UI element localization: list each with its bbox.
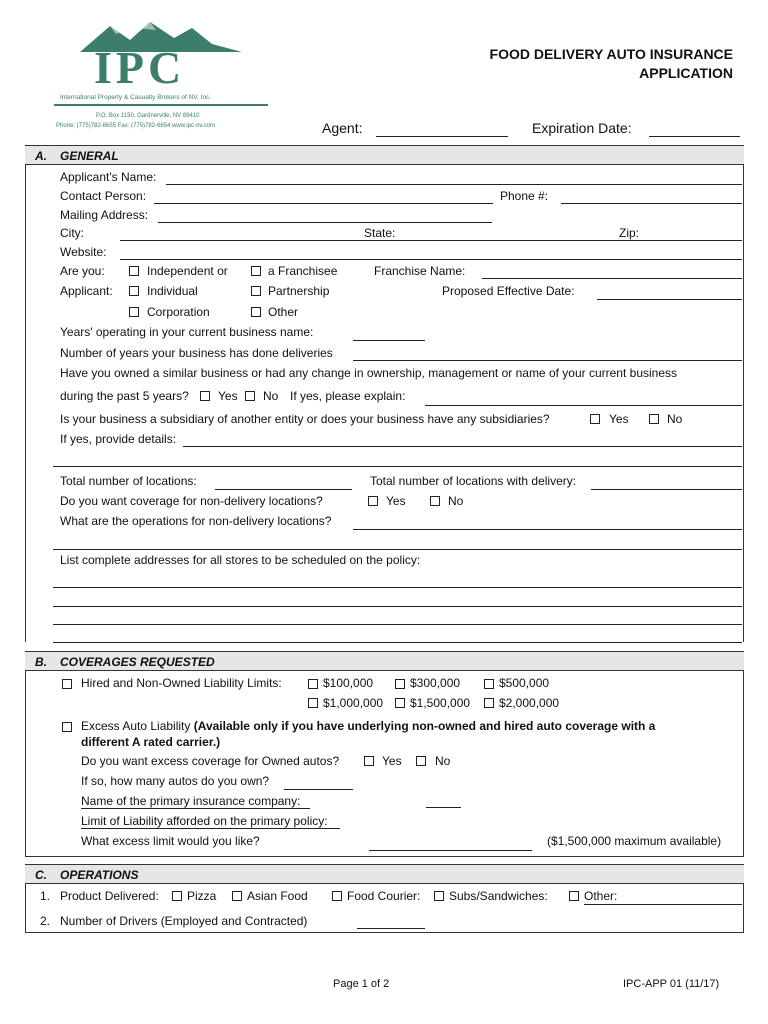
- primary-company-label: Name of the primary insurance company:: [81, 794, 301, 808]
- other-product-field[interactable]: [584, 904, 742, 905]
- delivery-locations-label: Total number of locations with delivery:: [370, 474, 577, 488]
- address-line-4[interactable]: [53, 642, 742, 643]
- logo-letters: IPC: [94, 42, 186, 93]
- website-field[interactable]: [120, 259, 742, 260]
- product-delivered-label: Product Delivered:: [60, 889, 159, 903]
- food-courier-checkbox[interactable]: [332, 891, 342, 901]
- address-line-1[interactable]: [53, 587, 742, 588]
- city-state-zip-field[interactable]: [120, 240, 742, 241]
- subsidiary-details-label: If yes, provide details:: [60, 432, 177, 446]
- contact-person-field[interactable]: [154, 203, 493, 204]
- non-delivery-yes-label: Yes: [386, 494, 406, 508]
- proposed-date-field[interactable]: [597, 299, 742, 300]
- excess-limit-label: What excess limit would you like?: [81, 834, 260, 848]
- applicant-name-label: Applicant's Name:: [60, 170, 157, 184]
- other-checkbox[interactable]: [251, 307, 261, 317]
- page-number: Page 1 of 2: [333, 978, 390, 990]
- other-product-label: Other:: [584, 889, 618, 903]
- pizza-label: Pizza: [187, 889, 217, 903]
- years-deliveries-label: Number of years your business has done deliveries: [60, 346, 333, 360]
- past5-yes-label: Yes: [218, 389, 238, 403]
- subsidiary-details-field[interactable]: [183, 446, 742, 447]
- explain-field[interactable]: [425, 405, 742, 406]
- independent-checkbox[interactable]: [129, 266, 139, 276]
- section-b-header: [25, 651, 744, 671]
- limit-100k-checkbox[interactable]: [308, 679, 318, 689]
- franchisee-label: a Franchisee: [268, 264, 338, 278]
- corporation-checkbox[interactable]: [129, 307, 139, 317]
- limit-300k-checkbox[interactable]: [395, 679, 405, 689]
- document-title: [490, 45, 733, 83]
- how-many-autos-label: If so, how many autos do you own?: [81, 774, 270, 788]
- how-many-autos-field[interactable]: [284, 789, 353, 790]
- past5-no-checkbox[interactable]: [245, 391, 255, 401]
- address-line-3[interactable]: [53, 624, 742, 625]
- phone-field[interactable]: [561, 203, 742, 204]
- franchise-name-field[interactable]: [482, 278, 742, 279]
- section-c-title: OPERATIONS: [60, 868, 139, 882]
- independent-label: Independent or: [147, 264, 228, 278]
- subs-sandwiches-checkbox[interactable]: [434, 891, 444, 901]
- section-a-title: GENERAL: [60, 149, 119, 163]
- excess-note-line-1: (Available only if you have underlying non-owned and hired auto coverage with a: [193, 719, 656, 733]
- corporation-label: Corporation: [147, 305, 210, 319]
- agent-label: Agent:: [322, 120, 363, 136]
- limit-500k-label: $500,000: [499, 676, 550, 690]
- excess-limit-field[interactable]: [369, 850, 532, 851]
- contact-person-label: Contact Person:: [60, 189, 147, 203]
- section-a-header: [25, 145, 744, 165]
- are-you-label: Are you:: [60, 264, 105, 278]
- excess-owned-yes-label: Yes: [382, 754, 402, 768]
- non-delivery-no-label: No: [448, 494, 464, 508]
- partnership-checkbox[interactable]: [251, 286, 261, 296]
- subsidiary-no-checkbox[interactable]: [649, 414, 659, 424]
- explain-label: If yes, please explain:: [290, 389, 406, 403]
- expiration-label: Expiration Date:: [532, 120, 632, 136]
- franchise-name-label: Franchise Name:: [374, 264, 466, 278]
- partnership-label: Partnership: [268, 284, 330, 298]
- total-locations-field[interactable]: [215, 489, 352, 490]
- max-available-note: ($1,500,000 maximum available): [547, 834, 722, 848]
- list-addresses-label: List complete addresses for all stores to be scheduled on the policy:: [60, 553, 421, 567]
- applicant-name-field[interactable]: [166, 184, 742, 185]
- form-id: IPC-APP 01 (11/17): [623, 978, 720, 990]
- asian-food-checkbox[interactable]: [232, 891, 242, 901]
- drivers-label: Number of Drivers (Employed and Contracted): [60, 914, 308, 928]
- limit-1-5m-label: $1,500,000: [410, 696, 471, 710]
- past5-yes-checkbox[interactable]: [200, 391, 210, 401]
- past5-no-label: No: [263, 389, 279, 403]
- non-delivery-coverage-label: Do you want coverage for non-delivery locations?: [60, 494, 323, 508]
- hired-non-owned-label: Hired and Non-Owned Liability Limits:: [81, 676, 282, 690]
- hired-non-owned-checkbox[interactable]: [62, 679, 72, 689]
- subs-sandwiches-label: Subs/Sandwiches:: [449, 889, 548, 903]
- delivery-locations-field[interactable]: [591, 489, 742, 490]
- city-label: City:: [60, 226, 84, 240]
- non-delivery-yes-checkbox[interactable]: [368, 496, 378, 506]
- address-line-2[interactable]: [53, 606, 742, 607]
- section-c-header: [25, 864, 744, 884]
- item-2-number: 2.: [40, 914, 51, 928]
- title-line-2: APPLICATION: [639, 65, 733, 81]
- mailing-address-field[interactable]: [158, 222, 492, 223]
- limit-primary-label: Limit of Liability afforded on the primary policy:: [81, 814, 328, 828]
- company-logo: [52, 18, 272, 136]
- excess-owned-no-label: No: [435, 754, 451, 768]
- section-b-title: COVERAGES REQUESTED: [60, 655, 215, 669]
- years-operating-label: Years' operating in your current business name:: [60, 325, 314, 339]
- subsidiary-no-label: No: [667, 412, 683, 426]
- non-delivery-no-checkbox[interactable]: [430, 496, 440, 506]
- excess-note-line-2: different A rated carrier.): [81, 735, 221, 749]
- pizza-checkbox[interactable]: [172, 891, 182, 901]
- zip-label: Zip:: [619, 226, 640, 240]
- excess-auto-text: [81, 719, 655, 733]
- limit-2m-label: $2,000,000: [499, 696, 560, 710]
- phone-label: Phone #:: [500, 189, 549, 203]
- website-label: Website:: [60, 245, 107, 259]
- excess-auto-label: Excess Auto Liability: [81, 719, 191, 733]
- section-c-letter: C.: [35, 868, 47, 882]
- other-product-checkbox[interactable]: [569, 891, 579, 901]
- section-b-letter: B.: [35, 655, 47, 669]
- item-1-number: 1.: [40, 889, 51, 903]
- limit-300k-label: $300,000: [410, 676, 461, 690]
- excess-owned-no-checkbox[interactable]: [416, 756, 426, 766]
- limit-primary-underline: [81, 828, 340, 829]
- subsidiary-yes-checkbox[interactable]: [590, 414, 600, 424]
- other-label: Other: [268, 305, 299, 319]
- limit-100k-label: $100,000: [323, 676, 374, 690]
- limit-1m-label: $1,000,000: [323, 696, 384, 710]
- excess-owned-yes-checkbox[interactable]: [364, 756, 374, 766]
- limit-1m-checkbox[interactable]: [308, 698, 318, 708]
- subsidiary-label: Is your business a subsidiary of another entity or does your business have any subsidiaries?: [60, 412, 550, 426]
- logo-address: P.O. Box 1150, Gardnerville, NV 89410: [96, 113, 200, 119]
- food-courier-label: Food Courier:: [347, 889, 421, 903]
- subsidiary-yes-label: Yes: [609, 412, 629, 426]
- expiration-field[interactable]: [649, 136, 740, 137]
- agent-field[interactable]: [376, 136, 508, 137]
- mailing-address-label: Mailing Address:: [60, 208, 149, 222]
- non-delivery-ops-label: What are the operations for non-delivery locations?: [60, 514, 332, 528]
- total-locations-label: Total number of locations:: [60, 474, 197, 488]
- proposed-date-label: Proposed Effective Date:: [442, 284, 575, 298]
- primary-company-field[interactable]: [426, 807, 461, 808]
- section-a-letter: A.: [35, 149, 47, 163]
- limit-500k-checkbox[interactable]: [484, 679, 494, 689]
- subsidiary-details-field-2[interactable]: [53, 466, 742, 467]
- title-line-1: FOOD DELIVERY AUTO INSURANCE: [489, 46, 733, 62]
- individual-checkbox[interactable]: [129, 286, 139, 296]
- drivers-field[interactable]: [357, 928, 425, 929]
- franchisee-checkbox[interactable]: [251, 266, 261, 276]
- years-operating-field[interactable]: [353, 340, 425, 341]
- state-label: State:: [364, 226, 396, 240]
- logo-divider: [54, 104, 268, 106]
- logo-company: International Property & Casualty Brokers of NV, Inc.: [60, 94, 212, 101]
- asian-food-label: Asian Food: [247, 889, 308, 903]
- individual-label: Individual: [147, 284, 198, 298]
- years-deliveries-field[interactable]: [353, 360, 742, 361]
- excess-auto-checkbox[interactable]: [62, 722, 72, 732]
- owned-similar-label: Have you owned a similar business or had any change in ownership, management or name of your current business: [60, 366, 678, 380]
- non-delivery-ops-field[interactable]: [353, 529, 742, 530]
- applicant-type-label: Applicant:: [60, 284, 113, 298]
- non-delivery-ops-field-2[interactable]: [53, 549, 742, 550]
- past5-label: during the past 5 years?: [60, 389, 189, 403]
- excess-owned-label: Do you want excess coverage for Owned autos?: [81, 754, 340, 768]
- limit-1-5m-checkbox[interactable]: [395, 698, 405, 708]
- logo-contact: Phone: (775)782-6655 Fax: (775)782-6654 www.ipc-nv.com: [56, 123, 215, 129]
- primary-company-underline: [81, 808, 310, 809]
- limit-2m-checkbox[interactable]: [484, 698, 494, 708]
